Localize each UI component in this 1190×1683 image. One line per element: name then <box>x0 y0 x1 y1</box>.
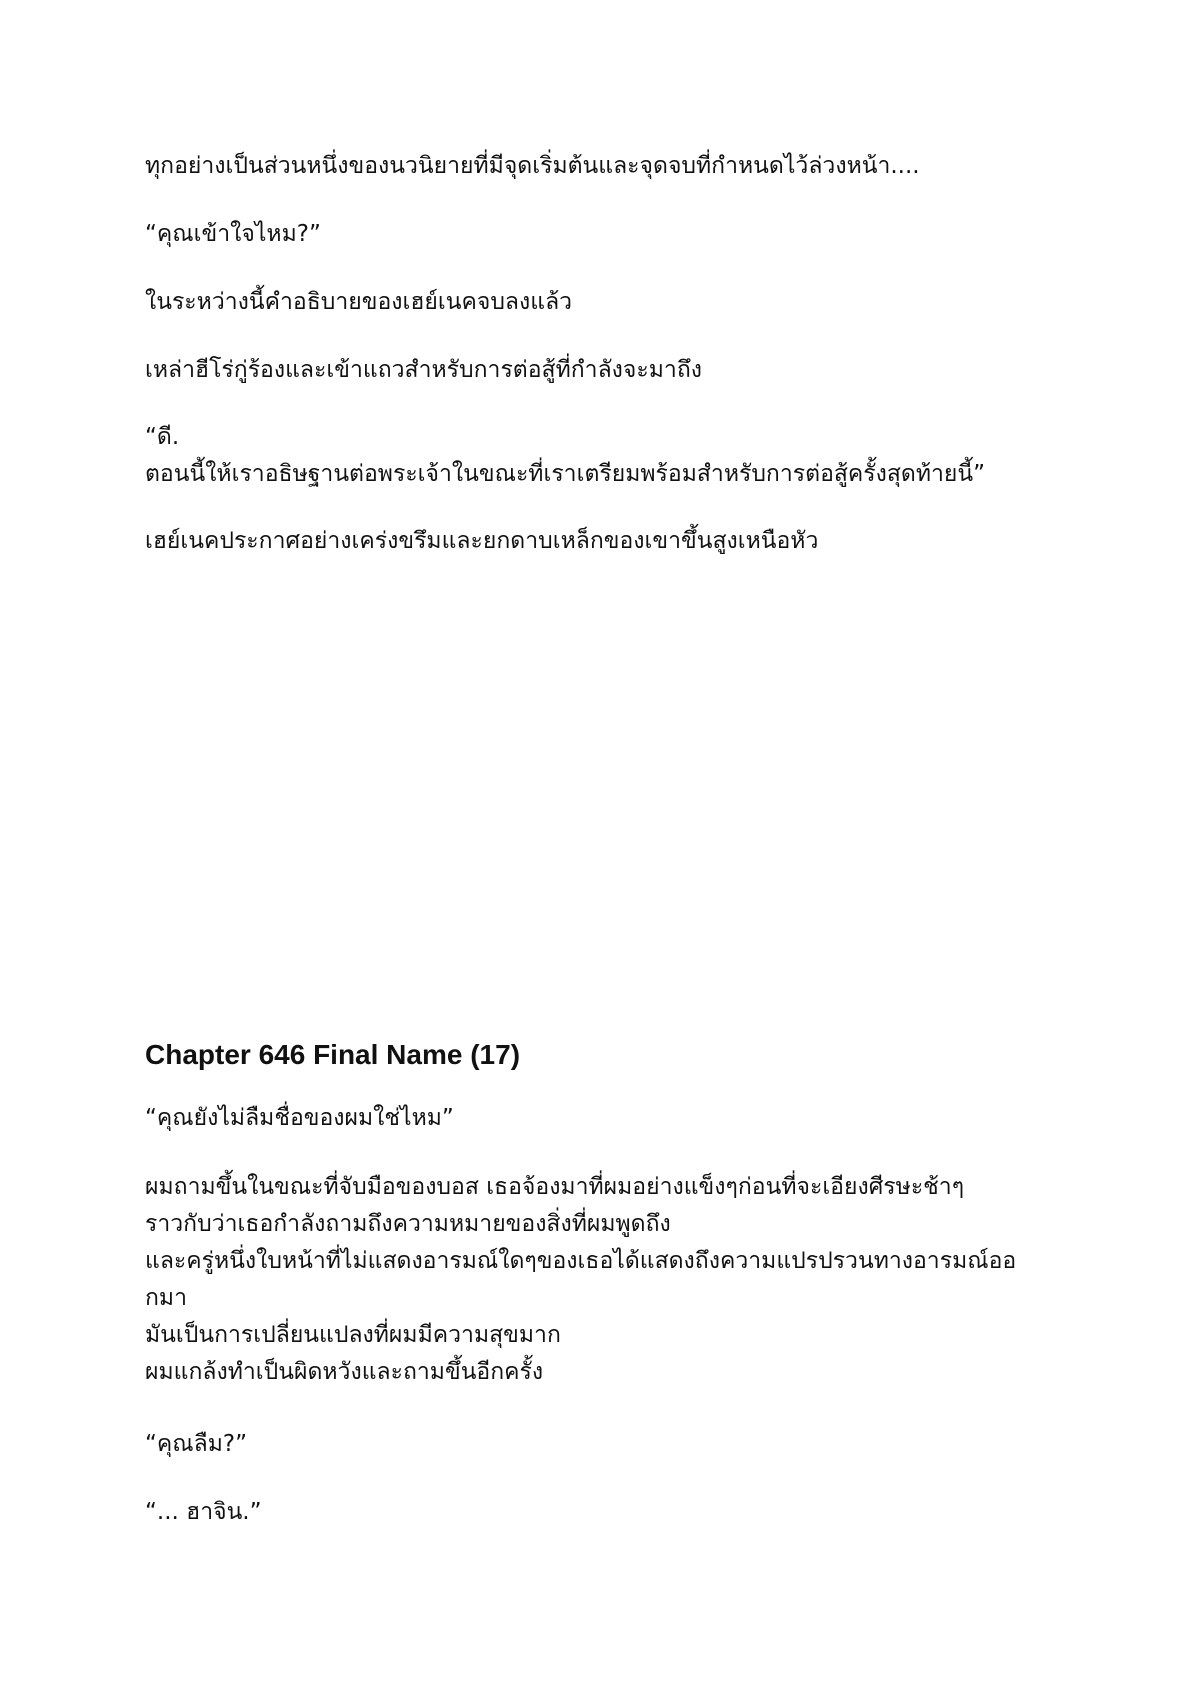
paragraph: “คุณเข้าใจไหม?” <box>145 221 321 247</box>
chapter-title: Chapter 646 Final Name (17) <box>145 1039 521 1070</box>
paragraph: “คุณยังไม่ลืมชื่อของผมใช่ไหม” <box>145 1105 454 1131</box>
paragraph: “คุณลืม?” <box>145 1431 248 1457</box>
paragraph: ในระหว่างนี้คำอธิบายของเฮย์เนคจบลงแล้ว <box>145 289 573 315</box>
paragraph: ผมถามขึ้นในขณะที่จับมือของบอส เธอจ้องมาที่ผมอย่างแข็งๆก่อนที่จะเอียงศีรษะช้าๆ ราวกับว่าเธอกำลังถามถึงความหมายของสิ่งที่ผมพูดถึง และครู่หนึ่งใบหน้าที่ไม่แสดงอารมณ์ใดๆของเธอได้แสดงถึงความแปรปรวนทางอารมณ์ออ กมา มันเป็นการเปลี่ยนแปลงที่ผมมีความสุขมาก ผมแกล้งทำเป็นผิดหวังและถามขึ้นอีกครั้ง <box>145 1174 1017 1385</box>
paragraph: เหล่าฮีโร่กู่ร้องและเข้าแถวสำหรับการต่อสู้ที่กำลังจะมาถึง <box>145 357 702 383</box>
paragraph: “... ฮาจิน.” <box>145 1499 262 1525</box>
paragraph: ทุกอย่างเป็นส่วนหนึ่งของนวนิยายที่มีจุดเริ่มต้นและจุดจบที่กำหนดไว้ล่วงหน้า.... <box>145 153 920 179</box>
paragraph: “ดี. ตอนนี้ให้เราอธิษฐานต่อพระเจ้าในขณะที่เราเตรียมพร้อมสำหรับการต่อสู้ครั้งสุดท้ายนี้” <box>145 424 986 487</box>
paragraph: เฮย์เนคประกาศอย่างเคร่งขรึมและยกดาบเหล็กของเขาขึ้นสูงเหนือหัว <box>145 528 819 554</box>
